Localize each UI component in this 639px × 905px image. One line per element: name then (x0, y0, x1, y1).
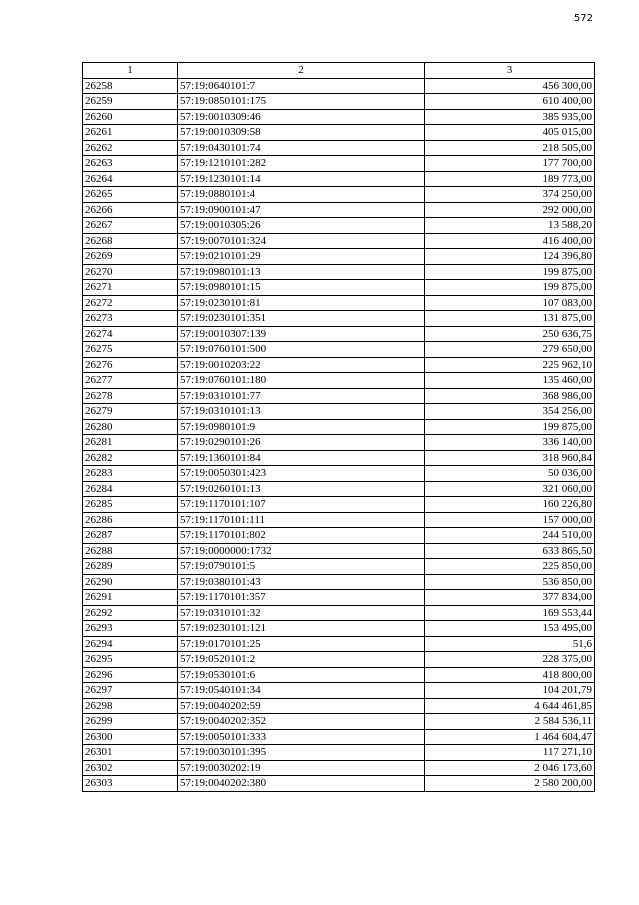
table-row (83, 342, 595, 358)
row-number-cell: 26300 (83, 729, 178, 745)
cadastral-number-cell: 57:19:0530101:6 (178, 667, 425, 683)
table-row (83, 125, 595, 141)
table-row (83, 187, 595, 203)
value-cell: 13 588,20 (425, 218, 595, 234)
column-header-2: 2 (178, 63, 425, 79)
cadastral-number-cell: 57:19:0070101:324 (178, 233, 425, 249)
row-number-cell: 26280 (83, 419, 178, 435)
cadastral-number-cell: 57:19:1210101:282 (178, 156, 425, 172)
cadastral-number-cell: 57:19:0010305:26 (178, 218, 425, 234)
table-row (83, 559, 595, 575)
row-number-cell: 26276 (83, 357, 178, 373)
value-cell: 169 553,44 (425, 605, 595, 621)
table-row (83, 512, 595, 528)
row-number-cell: 26275 (83, 342, 178, 358)
value-cell: 104 201,79 (425, 683, 595, 699)
table-row (83, 574, 595, 590)
cadastral-number-cell: 57:19:0540101:34 (178, 683, 425, 699)
table-row (83, 78, 595, 94)
row-number-cell: 26287 (83, 528, 178, 544)
cadastral-number-cell: 57:19:1170101:802 (178, 528, 425, 544)
row-number-cell: 26294 (83, 636, 178, 652)
value-cell: 354 256,00 (425, 404, 595, 420)
cadastral-number-cell: 57:19:0030202:19 (178, 760, 425, 776)
cadastral-number-cell: 57:19:0260101:13 (178, 481, 425, 497)
cadastral-number-cell: 57:19:0790101:5 (178, 559, 425, 575)
value-cell: 124 396,80 (425, 249, 595, 265)
value-cell: 1 464 604,47 (425, 729, 595, 745)
cadastral-number-cell: 57:19:1230101:14 (178, 171, 425, 187)
value-cell: 135 460,00 (425, 373, 595, 389)
value-cell: 279 650,00 (425, 342, 595, 358)
cadastral-number-cell: 57:19:1360101:84 (178, 450, 425, 466)
value-cell: 385 935,00 (425, 109, 595, 125)
row-number-cell: 26270 (83, 264, 178, 280)
row-number-cell: 26264 (83, 171, 178, 187)
row-number-cell: 26272 (83, 295, 178, 311)
table-row (83, 109, 595, 125)
cadastral-number-cell: 57:19:0010309:46 (178, 109, 425, 125)
table-row (83, 264, 595, 280)
table-row (83, 357, 595, 373)
cadastral-number-cell: 57:19:0430101:74 (178, 140, 425, 156)
value-cell: 244 510,00 (425, 528, 595, 544)
cadastral-number-cell: 57:19:0980101:15 (178, 280, 425, 296)
row-number-cell: 26281 (83, 435, 178, 451)
cadastral-number-cell: 57:19:0010307:139 (178, 326, 425, 342)
row-number-cell: 26288 (83, 543, 178, 559)
row-number-cell: 26296 (83, 667, 178, 683)
table-row (83, 435, 595, 451)
row-number-cell: 26266 (83, 202, 178, 218)
table-row (83, 605, 595, 621)
value-cell: 177 700,00 (425, 156, 595, 172)
cadastral-number-cell: 57:19:0010203:22 (178, 357, 425, 373)
value-cell: 225 962,10 (425, 357, 595, 373)
cadastral-number-cell: 57:19:0050101:333 (178, 729, 425, 745)
value-cell: 131 875,00 (425, 311, 595, 327)
cadastral-value-table (82, 62, 595, 792)
table-row (83, 94, 595, 110)
table-row (83, 776, 595, 792)
value-cell: 50 036,00 (425, 466, 595, 482)
value-cell: 228 375,00 (425, 652, 595, 668)
row-number-cell: 26263 (83, 156, 178, 172)
cadastral-number-cell: 57:19:0760101:500 (178, 342, 425, 358)
value-cell: 405 015,00 (425, 125, 595, 141)
value-cell: 2 046 173,60 (425, 760, 595, 776)
value-cell: 321 060,00 (425, 481, 595, 497)
table-row (83, 590, 595, 606)
row-number-cell: 26267 (83, 218, 178, 234)
table-row (83, 171, 595, 187)
table-row (83, 497, 595, 513)
value-cell: 51,6 (425, 636, 595, 652)
cadastral-number-cell: 57:19:0380101:43 (178, 574, 425, 590)
table-row (83, 233, 595, 249)
row-number-cell: 26273 (83, 311, 178, 327)
value-cell: 610 400,00 (425, 94, 595, 110)
cadastral-number-cell: 57:19:0170101:25 (178, 636, 425, 652)
row-number-cell: 26285 (83, 497, 178, 513)
table-row (83, 450, 595, 466)
cadastral-number-cell: 57:19:0040202:59 (178, 698, 425, 714)
value-cell: 107 083,00 (425, 295, 595, 311)
cadastral-number-cell: 57:19:0850101:175 (178, 94, 425, 110)
table-row (83, 202, 595, 218)
table-row (83, 621, 595, 637)
value-cell: 199 875,00 (425, 280, 595, 296)
row-number-cell: 26302 (83, 760, 178, 776)
table-row (83, 311, 595, 327)
value-cell: 4 644 461,85 (425, 698, 595, 714)
table-row (83, 373, 595, 389)
row-number-cell: 26291 (83, 590, 178, 606)
cadastral-number-cell: 57:19:0290101:26 (178, 435, 425, 451)
value-cell: 2 580 200,00 (425, 776, 595, 792)
row-number-cell: 26293 (83, 621, 178, 637)
row-number-cell: 26279 (83, 404, 178, 420)
table-row (83, 543, 595, 559)
row-number-cell: 26260 (83, 109, 178, 125)
value-cell: 218 505,00 (425, 140, 595, 156)
table-row (83, 481, 595, 497)
row-number-cell: 26284 (83, 481, 178, 497)
cadastral-number-cell: 57:19:0230101:81 (178, 295, 425, 311)
cadastral-number-cell: 57:19:0230101:121 (178, 621, 425, 637)
table-row (83, 218, 595, 234)
table-row (83, 667, 595, 683)
table-row (83, 698, 595, 714)
value-cell: 633 865,50 (425, 543, 595, 559)
table-row (83, 249, 595, 265)
value-cell: 225 850,00 (425, 559, 595, 575)
row-number-cell: 26265 (83, 187, 178, 203)
cadastral-number-cell: 57:19:0520101:2 (178, 652, 425, 668)
row-number-cell: 26289 (83, 559, 178, 575)
value-cell: 377 834,00 (425, 590, 595, 606)
value-cell: 292 000,00 (425, 202, 595, 218)
row-number-cell: 26298 (83, 698, 178, 714)
table-row (83, 156, 595, 172)
header-row (83, 63, 595, 79)
table-row (83, 419, 595, 435)
table-row (83, 760, 595, 776)
row-number-cell: 26269 (83, 249, 178, 265)
value-cell: 117 271,10 (425, 745, 595, 761)
row-number-cell: 26278 (83, 388, 178, 404)
value-cell: 418 800,00 (425, 667, 595, 683)
value-cell: 416 400,00 (425, 233, 595, 249)
cadastral-number-cell: 57:19:1170101:111 (178, 512, 425, 528)
row-number-cell: 26277 (83, 373, 178, 389)
value-cell: 374 250,00 (425, 187, 595, 203)
table-row (83, 528, 595, 544)
value-cell: 318 960,84 (425, 450, 595, 466)
table-row (83, 636, 595, 652)
value-cell: 536 850,00 (425, 574, 595, 590)
table-row (83, 295, 595, 311)
cadastral-number-cell: 57:19:0040202:352 (178, 714, 425, 730)
cadastral-number-cell: 57:19:0230101:351 (178, 311, 425, 327)
table-row (83, 652, 595, 668)
cadastral-number-cell: 57:19:0040202:380 (178, 776, 425, 792)
cadastral-number-cell: 57:19:0050301:423 (178, 466, 425, 482)
cadastral-number-cell: 57:19:1170101:357 (178, 590, 425, 606)
row-number-cell: 26301 (83, 745, 178, 761)
cadastral-number-cell: 57:19:0900101:47 (178, 202, 425, 218)
table-row (83, 729, 595, 745)
value-cell: 456 300,00 (425, 78, 595, 94)
page-number: 572 (573, 13, 593, 24)
row-number-cell: 26303 (83, 776, 178, 792)
row-number-cell: 26268 (83, 233, 178, 249)
table-header (83, 63, 595, 79)
table-row (83, 683, 595, 699)
value-cell: 336 140,00 (425, 435, 595, 451)
cadastral-number-cell: 57:19:0310101:32 (178, 605, 425, 621)
table-body (83, 78, 595, 791)
row-number-cell: 26297 (83, 683, 178, 699)
table-row (83, 745, 595, 761)
row-number-cell: 26262 (83, 140, 178, 156)
table-row (83, 280, 595, 296)
row-number-cell: 26274 (83, 326, 178, 342)
cadastral-number-cell: 57:19:0030101:395 (178, 745, 425, 761)
value-cell: 189 773,00 (425, 171, 595, 187)
table-row (83, 326, 595, 342)
cadastral-number-cell: 57:19:0760101:180 (178, 373, 425, 389)
value-cell: 250 636,75 (425, 326, 595, 342)
cadastral-number-cell: 57:19:0980101:9 (178, 419, 425, 435)
cadastral-number-cell: 57:19:0980101:13 (178, 264, 425, 280)
cadastral-number-cell: 57:19:0640101:7 (178, 78, 425, 94)
cadastral-number-cell: 57:19:1170101:107 (178, 497, 425, 513)
table-row (83, 714, 595, 730)
row-number-cell: 26258 (83, 78, 178, 94)
cadastral-number-cell: 57:19:0880101:4 (178, 187, 425, 203)
row-number-cell: 26292 (83, 605, 178, 621)
row-number-cell: 26271 (83, 280, 178, 296)
cadastral-number-cell: 57:19:0210101:29 (178, 249, 425, 265)
value-cell: 199 875,00 (425, 264, 595, 280)
value-cell: 153 495,00 (425, 621, 595, 637)
cadastral-number-cell: 57:19:0310101:13 (178, 404, 425, 420)
table-row (83, 466, 595, 482)
value-cell: 368 986,00 (425, 388, 595, 404)
cadastral-number-cell: 57:19:0000000:1732 (178, 543, 425, 559)
cadastral-number-cell: 57:19:0310101:77 (178, 388, 425, 404)
cadastral-number-cell: 57:19:0010309:58 (178, 125, 425, 141)
row-number-cell: 26283 (83, 466, 178, 482)
value-cell: 160 226,80 (425, 497, 595, 513)
table-row (83, 404, 595, 420)
row-number-cell: 26299 (83, 714, 178, 730)
row-number-cell: 26295 (83, 652, 178, 668)
table-row (83, 140, 595, 156)
value-cell: 2 584 536,11 (425, 714, 595, 730)
row-number-cell: 26282 (83, 450, 178, 466)
row-number-cell: 26286 (83, 512, 178, 528)
table-row (83, 388, 595, 404)
row-number-cell: 26290 (83, 574, 178, 590)
value-cell: 157 000,00 (425, 512, 595, 528)
row-number-cell: 26261 (83, 125, 178, 141)
column-header-3: 3 (425, 63, 595, 79)
column-header-1: 1 (83, 63, 178, 79)
row-number-cell: 26259 (83, 94, 178, 110)
value-cell: 199 875,00 (425, 419, 595, 435)
